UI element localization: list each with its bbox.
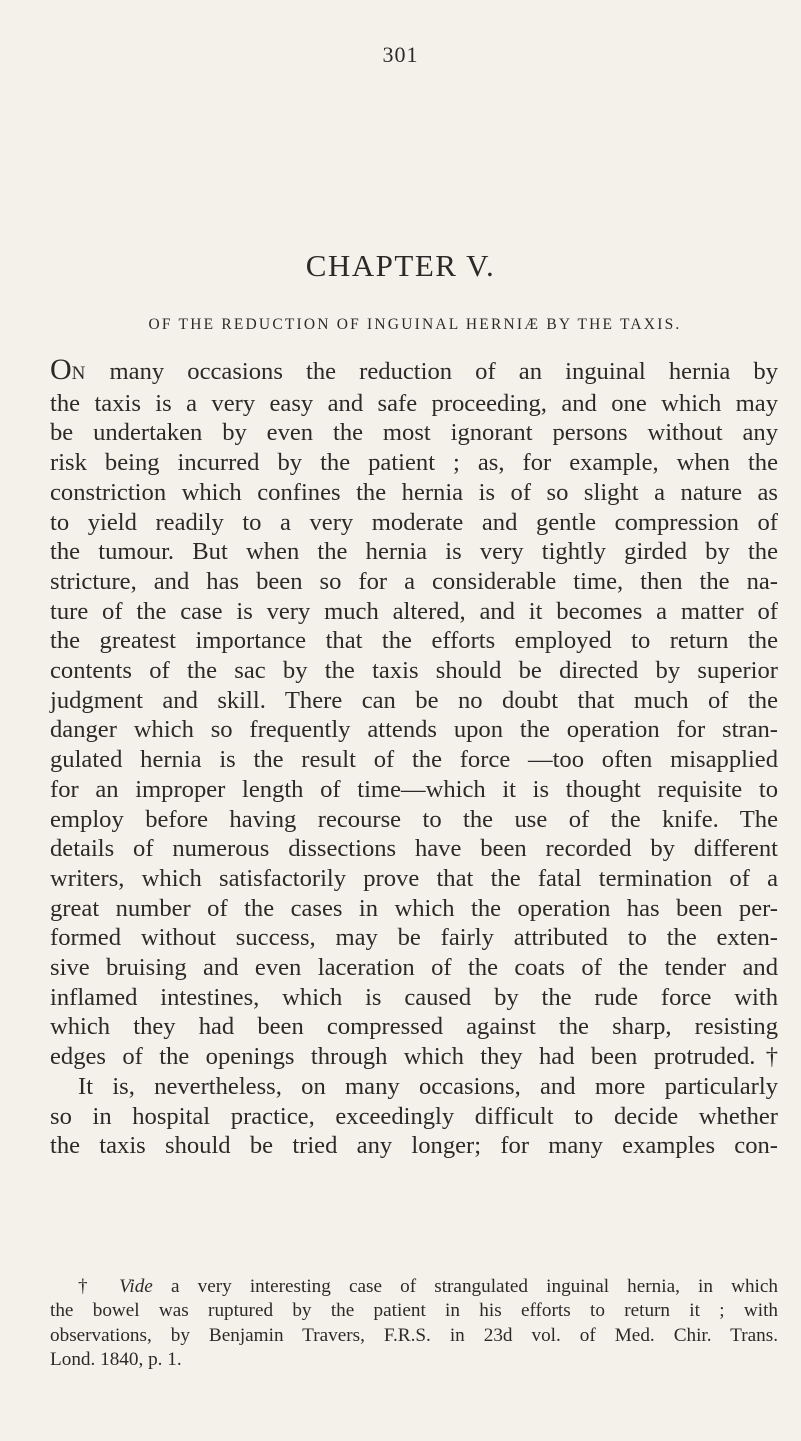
text-line: for an improper length of time—which it is thought requisite to — [50, 775, 778, 803]
text-line: writers, which satisfactorily prove that the fatal termination of a — [50, 864, 778, 892]
text-line: gulated hernia is the result of the force —too often misapplied — [50, 746, 778, 774]
small-caps: N — [71, 363, 87, 384]
chapter-title: CHAPTER V. — [305, 248, 496, 283]
chapter-subtitle: OF THE REDUCTION OF INGUINAL HERNIÆ BY THE TAXIS. — [148, 316, 682, 333]
text-line: risk being incurred by the patient ; as, for example, when the — [50, 449, 778, 477]
text-line: edges of the openings through which they had been protruded.† — [50, 1043, 778, 1071]
text-line: the tumour. But when the hernia is very tightly girded by the — [50, 538, 778, 566]
drop-cap: O — [50, 353, 72, 386]
text-line: danger which so frequently attends upon the operation for stran- — [50, 716, 778, 744]
text-line: ture of the case is very much altered, and it becomes a matter of — [50, 597, 778, 625]
text-line: the taxis should be tried any longer; for many examples con- — [50, 1132, 778, 1160]
footnote-vide: Vide — [119, 1276, 153, 1297]
footnote-line: Lond. 1840, p. 1. — [50, 1348, 182, 1370]
text-line: details of numerous dissections have been recorded by different — [50, 835, 778, 863]
text-line: constriction which confines the hernia is of so slight a nature as — [50, 478, 778, 506]
text-line: inflamed intestines, which is caused by the rude force with — [50, 983, 778, 1011]
text-line: stricture, and has been so for a considerable time, then the na- — [50, 567, 778, 595]
text-line: the taxis is a very easy and safe proceeding, and one which may — [50, 389, 778, 417]
footnote-marker: † — [78, 1276, 101, 1297]
footnote-line: observations, by Benjamin Travers, F.R.S. in 23d vol. of Med. Chir. Trans. — [50, 1324, 778, 1346]
text-line: employ before having recourse to the use of the knife. The — [50, 805, 778, 833]
text-line — [50, 355, 778, 389]
text-line: contents of the sac by the taxis should be directed by superior — [50, 657, 778, 685]
text-line: be undertaken by even the most ignorant persons without any — [50, 419, 778, 447]
text-line: which they had been compressed against the sharp, resisting — [50, 1013, 778, 1041]
text-line: great number of the cases in which the operation has been per- — [50, 894, 778, 922]
text-line-content: many occasions the reduction of an inguinal hernia by — [86, 358, 778, 385]
text-line: formed without success, may be fairly attributed to the exten- — [50, 924, 778, 952]
footnote — [50, 1275, 778, 1372]
text-line: so in hospital practice, exceedingly difficult to decide whether — [50, 1102, 778, 1130]
footnote-line-content: a very interesting case of strangulated inguinal hernia, in which — [152, 1276, 778, 1297]
text-line: to yield readily to a very moderate and gentle compression of — [50, 508, 778, 536]
footnote-line — [50, 1275, 778, 1299]
text-line: It is, nevertheless, on many occasions, and more particularly — [78, 1072, 778, 1100]
body-paragraph — [50, 355, 778, 1161]
footnote-line: the bowel was ruptured by the patient in his efforts to return it ; with — [50, 1300, 778, 1322]
page-number: 301 — [382, 42, 419, 67]
text-line: judgment and skill. There can be no doubt that much of the — [50, 686, 778, 714]
text-line: sive bruising and even laceration of the coats of the tender and — [50, 954, 778, 982]
text-line: the greatest importance that the efforts employed to return the — [50, 627, 778, 655]
